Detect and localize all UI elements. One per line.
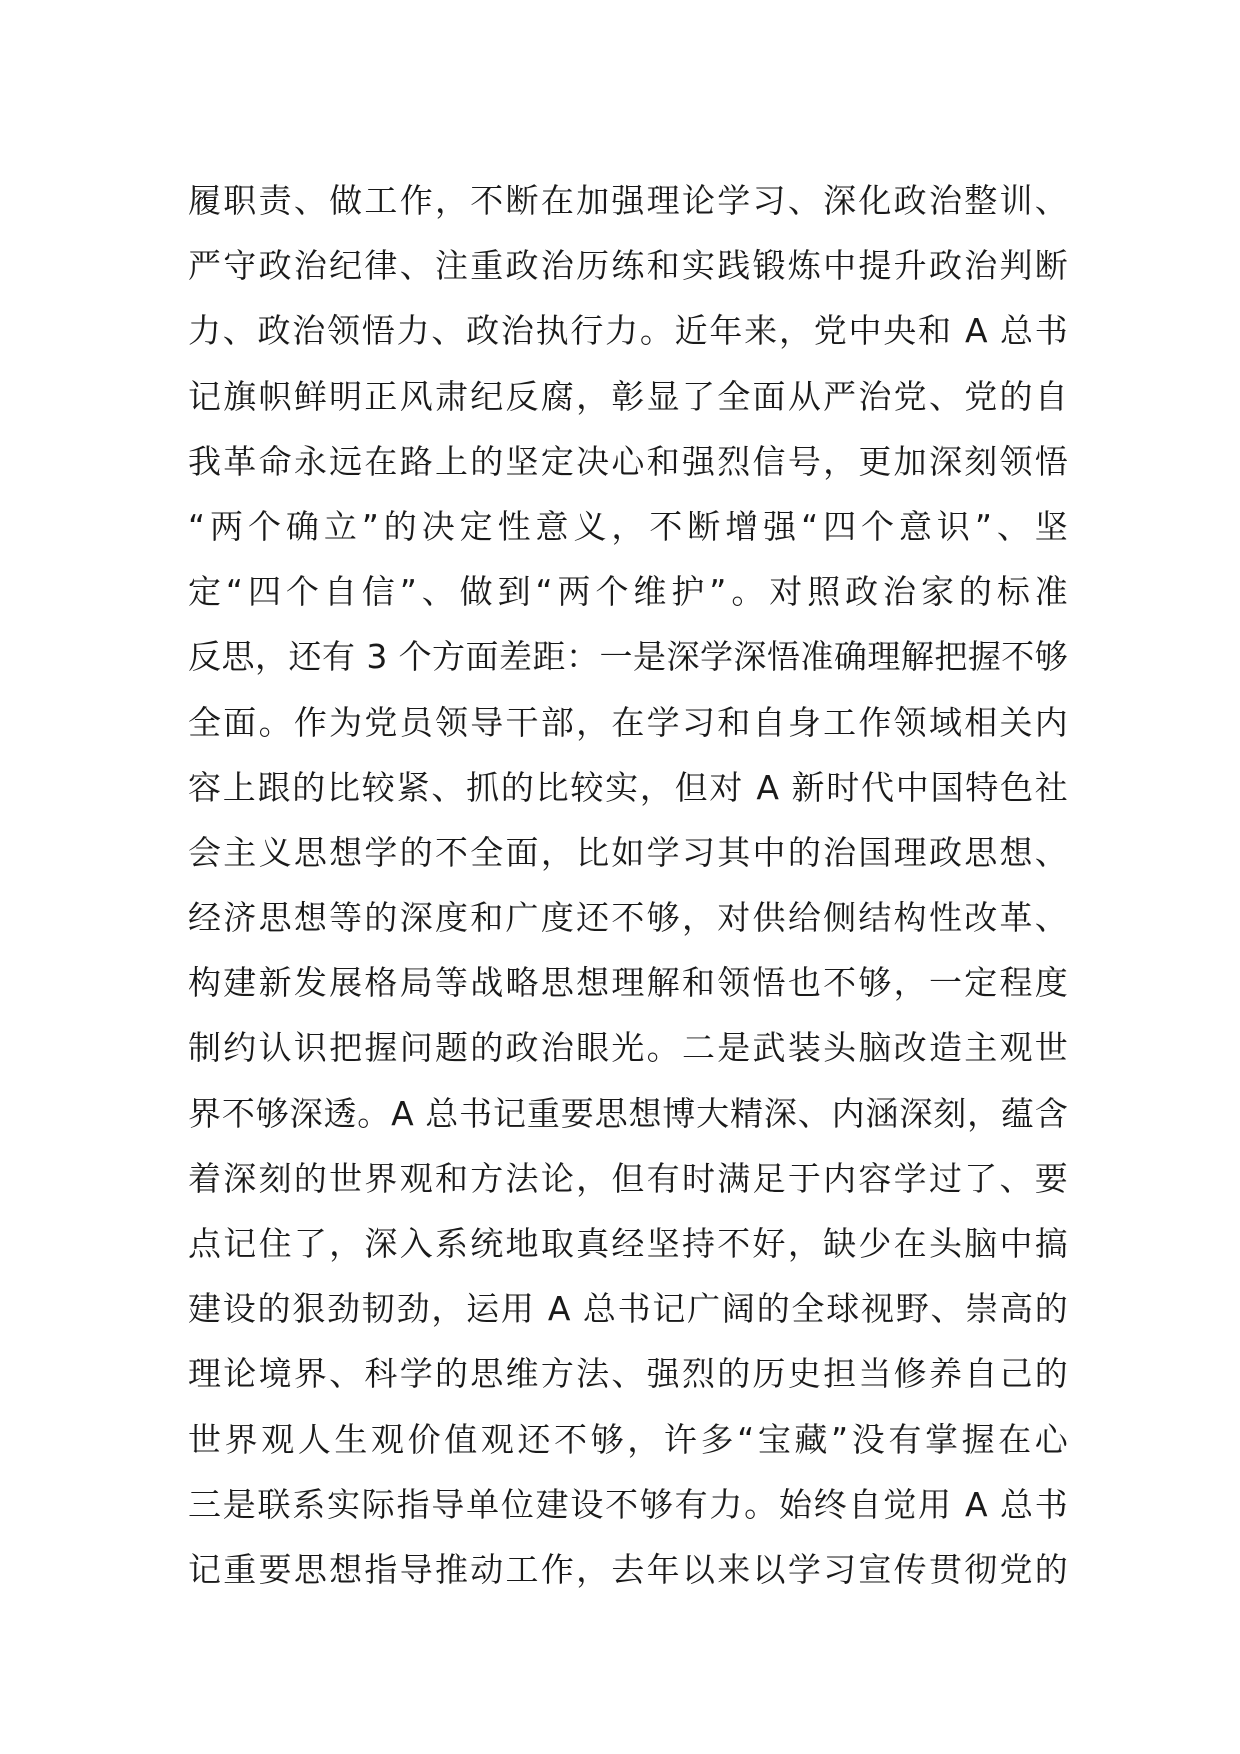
text-line: 经济思想等的深度和广度还不够，对供给侧结构性改革、 [188, 898, 1068, 938]
text-line: 履职责、做工作，不断在加强理论学习、深化政治整训、 [188, 181, 1068, 220]
text-line: 定“四个自信”、做到“两个维护”。对照政治家的标准 [188, 572, 1068, 612]
text-line: 严守政治纪律、注重政治历练和实践锻炼中提升政治判断 [188, 246, 1068, 286]
text-line: 会主义思想学的不全面，比如学习其中的治国理政思想、 [188, 832, 1068, 872]
text-line: 建设的狠劲韧劲，运用 A 总书记广阔的全球视野、崇高的 [188, 1289, 1068, 1329]
text-line: 力、政治领悟力、政治执行力。近年来，党中央和 A 总书 [188, 311, 1068, 351]
text-line: 容上跟的比较紧、抓的比较实，但对 A 新时代中国特色社 [188, 767, 1068, 807]
text-line: 制约认识把握问题的政治眼光。二是武装头脑改造主观世 [188, 1028, 1068, 1068]
text-line: 着深刻的世界观和方法论，但有时满足于内容学过了、要 [188, 1158, 1068, 1198]
text-line: 构建新发展格局等战略思想理解和领悟也不够，一定程度 [188, 963, 1068, 1003]
text-line: 世界观人生观价值观还不够，许多“宝藏”没有掌握在心 [188, 1419, 1068, 1459]
text-line: 我革命永远在路上的坚定决心和强烈信号，更加深刻领悟 [188, 441, 1068, 481]
text-line: 理论境界、科学的思维方法、强烈的历史担当修养自己的 [188, 1354, 1068, 1394]
text-line: 三是联系实际指导单位建设不够有力。始终自觉用 A 总书 [188, 1484, 1068, 1524]
text-line: 界不够深透。A 总书记重要思想博大精深、内涵深刻，蕴含 [188, 1093, 1068, 1133]
text-line: 点记住了，深入系统地取真经坚持不好，缺少在头脑中搞 [188, 1224, 1068, 1263]
text-line: 记旗帜鲜明正风肃纪反腐，彰显了全面从严治党、党的自 [188, 376, 1068, 416]
text-line: 全面。作为党员领导干部，在学习和自身工作领域相关内 [188, 702, 1068, 742]
text-line: 记重要思想指导推动工作，去年以来以学习宣传贯彻党的 [188, 1549, 1068, 1589]
text-line: 反思，还有 3 个方面差距：一是深学深悟准确理解把握不够 [188, 637, 1068, 677]
body-paragraph [188, 168, 1068, 1602]
text-line: “两个确立”的决定性意义，不断增强“四个意识”、坚 [188, 506, 1068, 546]
